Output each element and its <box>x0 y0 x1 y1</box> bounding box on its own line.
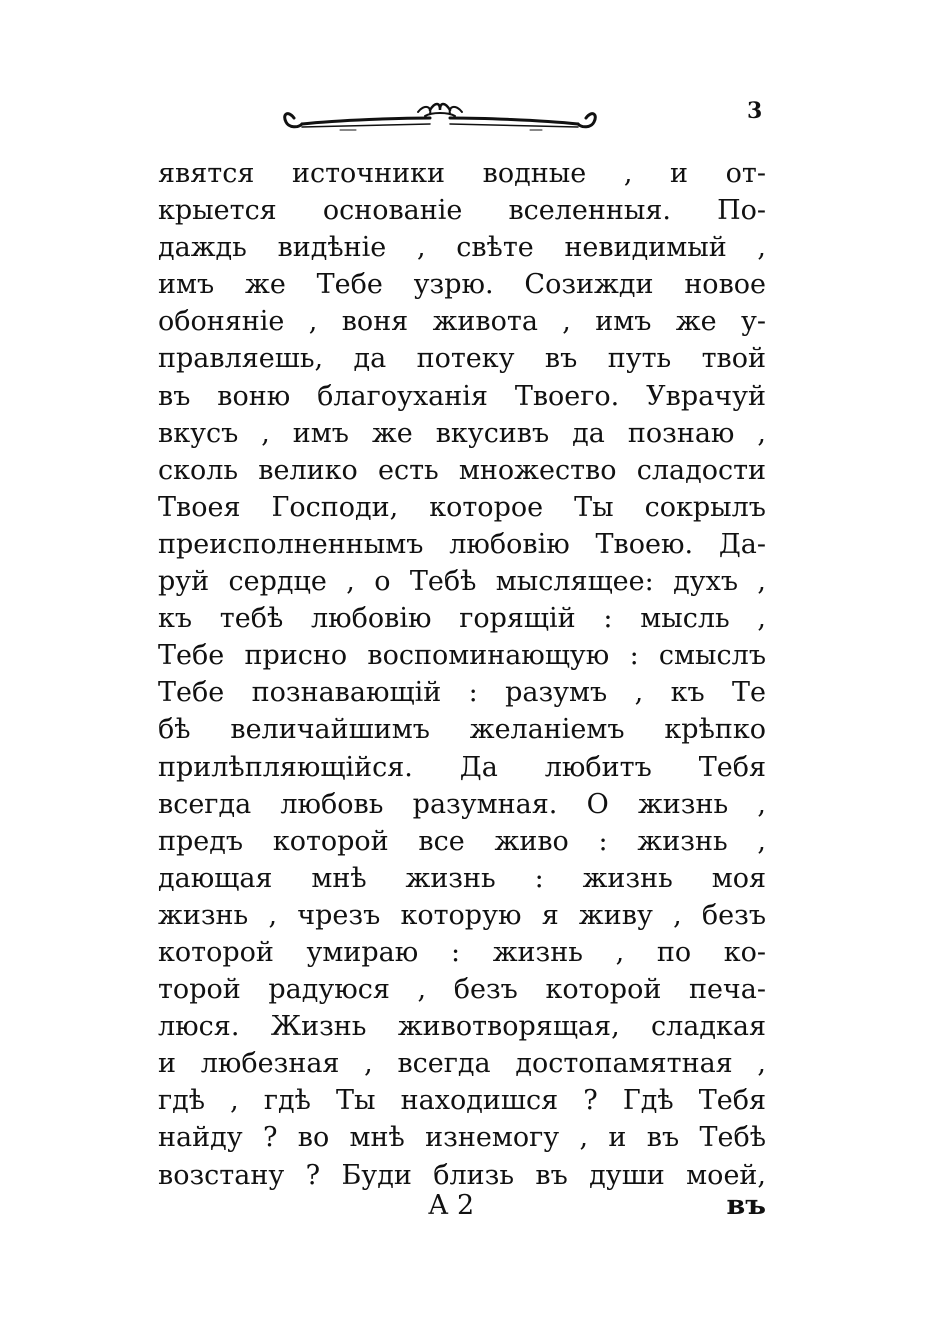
text-line: гдѣ , гдѣ Ты находишся ? Гдѣ Тебя <box>158 1085 766 1117</box>
text-line: сколь велико есть множество сладости <box>158 454 766 486</box>
text-line: торой радуюся , безъ которой печа- <box>158 974 766 1006</box>
signature-mark: А 2 <box>428 1190 475 1221</box>
text-line: къ тебѣ любовію горящій : мысль , <box>158 603 766 635</box>
text-line: Тебе познавающій : разумъ , къ Те <box>158 677 766 709</box>
text-line: явятся источники водные , и от- <box>158 158 766 189</box>
text-line: найду ? во мнѣ изнемогу , и въ Тебѣ <box>158 1122 766 1154</box>
page-footer <box>158 1190 766 1230</box>
text-line: Твоея Господи, которое Ты сокрылъ <box>158 491 766 523</box>
text-line: обоняніе , воня живота , имъ же у- <box>158 306 766 338</box>
text-line: возстану ? Буди близь въ души моей, <box>158 1159 766 1191</box>
text-line: всегда любовь разумная. О жизнь , <box>158 788 766 820</box>
text-line: вкусъ , имъ же вкусивъ да познаю , <box>158 417 766 449</box>
text-line: люся. Жизнь животворящая, сладкая <box>158 1011 766 1043</box>
text-line: имъ же Тебе узрю. Созижди новое <box>158 269 766 301</box>
text-line: прилѣпляющійся. Да любитъ Тебя <box>158 751 766 783</box>
text-line: которой умираю : жизнь , по ко- <box>158 936 766 968</box>
text-line: бѣ величайшимъ желаніемъ крѣпко <box>158 714 766 746</box>
text-block <box>158 155 766 1194</box>
catchword: въ <box>726 1190 766 1221</box>
text-line: крыется основаніе вселенныя. По- <box>158 195 766 227</box>
text-line: Тебе присно воспоминающую : смыслъ <box>158 640 766 672</box>
page-number: 3 <box>747 98 763 124</box>
text-line: и любезная , всегда достопамятная , <box>158 1048 766 1080</box>
text-line: дающая мнѣ жизнь : жизнь моя <box>158 862 766 894</box>
text-line: предъ которой все живо : жизнь , <box>158 825 766 857</box>
text-line: въ воню благоуханія Твоего. Уврачуй <box>158 380 766 412</box>
text-line: правляешь, да потеку въ путь твой <box>158 343 766 375</box>
text-line: руй сердце , о Тебѣ мыслящее: духъ , <box>158 566 766 598</box>
text-line: даждь видѣніе , свѣте невидимый , <box>158 232 766 264</box>
text-line: жизнь , чрезъ которую я живу , безъ <box>158 899 766 931</box>
header-ornament-icon <box>280 96 600 136</box>
text-line: преисполненнымъ любовію Твоею. Да- <box>158 528 766 560</box>
